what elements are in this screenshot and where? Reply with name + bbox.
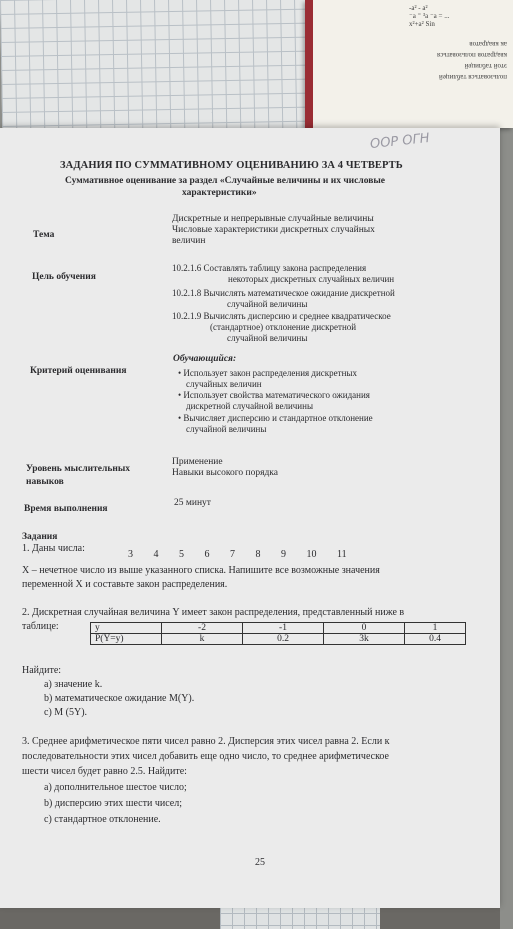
task-line: 2. Дискретная случайная величина Y имеет закон распределения, представленный ниже в xyxy=(22,607,405,618)
table-cell: k xyxy=(162,634,243,645)
number: 10 xyxy=(306,549,317,560)
task-item: b) математическое ожидание M(Y). xyxy=(44,693,195,704)
table-cell: -1 xyxy=(243,623,324,634)
criterion-3 xyxy=(178,413,373,435)
book-line: ак квадратов xyxy=(469,40,507,48)
topic-line: Числовые характеристики дискретных случайных xyxy=(172,225,375,235)
goal-line: 10.2.1.8 Вычислять математическое ожидание дискретной xyxy=(172,288,395,298)
criterion-line: случайных величин xyxy=(186,379,262,389)
criterion-line: • Использует закон распределения дискретных xyxy=(178,368,357,379)
topic-line: Дискретные и непрерывные случайные величины xyxy=(172,214,374,224)
skill-line: Применение xyxy=(172,457,223,467)
task-1-numbers xyxy=(128,548,347,562)
goals-label: Цель обучения xyxy=(32,272,96,282)
table-cell: 3k xyxy=(324,634,405,645)
handwritten-note: ООР ОГН xyxy=(369,130,431,153)
book-line: ⁻a ⁼ ³a ⁻a = ... xyxy=(409,12,450,20)
criterion-1 xyxy=(178,368,357,390)
table-cell: y xyxy=(91,623,162,634)
page-subtitle-1: Суммативное оценивание за раздел «Случайные величины и их числовые xyxy=(65,176,385,186)
task-line: таблице: xyxy=(22,621,59,632)
task-item: b) дисперсию этих шести чисел; xyxy=(44,798,182,809)
number: 5 xyxy=(179,549,184,560)
worksheet-page xyxy=(0,128,500,908)
table-row xyxy=(91,634,466,645)
goal-3 xyxy=(172,311,391,344)
number: 6 xyxy=(204,549,210,560)
task-1-prefix: 1. Даны числа: xyxy=(22,543,85,554)
criteria-label: Критерий оценивания xyxy=(30,366,127,376)
book-line: -a² - a² xyxy=(409,4,428,12)
tasks-heading: Задания xyxy=(22,532,58,542)
criterion-line: случайной величины xyxy=(186,424,267,434)
goal-2 xyxy=(172,288,395,310)
goal-line: 10.2.1.6 Составлять таблицу закона распределения xyxy=(172,263,367,273)
page-title: ЗАДАНИЯ ПО СУММАТИВНОМУ ОЦЕНИВАНИЮ ЗА 4 ЧЕТВЕРТЬ xyxy=(60,160,403,171)
page-number: 25 xyxy=(255,857,265,868)
table-cell: 0.2 xyxy=(243,634,324,645)
criterion-2 xyxy=(178,390,370,412)
task-2-find: Найдите: xyxy=(22,665,62,676)
task-2-items xyxy=(44,678,194,720)
goal-line: некоторых дискретных случайных величин xyxy=(228,274,395,284)
task-1-text xyxy=(22,564,380,592)
goal-line: случайной величины xyxy=(227,333,308,343)
time-value: 25 минут xyxy=(174,498,211,508)
table-cell: 0 xyxy=(324,623,405,634)
topic-line: величин xyxy=(172,236,206,246)
number: 9 xyxy=(281,549,286,560)
skill-line: Навыки высокого порядка xyxy=(172,468,278,478)
book-line: квадратов пользоваться xyxy=(436,51,507,59)
task-3-items xyxy=(44,780,187,828)
table-cell: P(Y=y) xyxy=(91,634,162,645)
table-cell: 0.4 xyxy=(405,634,466,645)
book-line: x²+a² Sin xyxy=(409,20,435,28)
task-item: c) M (5Y). xyxy=(44,707,88,718)
skills-label-line: Уровень мыслительных xyxy=(26,464,130,474)
book-mirror-text xyxy=(437,38,507,82)
skills-value xyxy=(172,457,278,479)
textbook-background xyxy=(305,0,513,128)
criterion-line: дискретной случайной величины xyxy=(186,401,313,411)
number: 4 xyxy=(153,549,159,560)
goal-line: (стандартное) отклонение дискретной xyxy=(210,322,357,332)
task-3-text xyxy=(22,734,390,779)
book-line: этой таблицей xyxy=(464,62,507,70)
book-line: пользоваться таблицей xyxy=(438,73,507,81)
goal-line: 10.2.1.9 Вычислять дисперсию и среднее квадратическое xyxy=(172,311,391,321)
table-cell: 1 xyxy=(405,623,466,634)
time-label: Время выполнения xyxy=(24,504,108,514)
number: 7 xyxy=(230,549,235,560)
task-line: шести чисел будет равно 2.5. Найдите: xyxy=(22,766,187,777)
topic-text xyxy=(172,214,375,247)
goal-1 xyxy=(172,263,394,285)
skills-label-line: навыков xyxy=(26,477,64,487)
task-line: 3. Среднее арифметическое пяти чисел равно 2. Дисперсия этих чисел равна 2. Если к xyxy=(22,736,390,747)
task-line: переменной X и составьте закон распределения. xyxy=(22,579,228,590)
goal-line: случайной величины xyxy=(227,299,308,309)
task-line: последовательности этих чисел добавить еще одно число, то среднее арифметическое xyxy=(22,751,389,762)
criterion-line: • Вычисляет дисперсию и стандартное отклонение xyxy=(178,413,373,424)
task-item: a) дополнительное шестое число; xyxy=(44,782,187,793)
distribution-table xyxy=(90,622,466,645)
task-item: a) значение k. xyxy=(44,679,103,690)
skills-label xyxy=(26,464,130,487)
book-top-text xyxy=(409,4,449,28)
number: 8 xyxy=(255,549,261,560)
table-row xyxy=(91,623,466,634)
criteria-intro: Обучающийся: xyxy=(173,354,237,364)
table-cell: -2 xyxy=(162,623,243,634)
number: 11 xyxy=(337,549,347,560)
number: 3 xyxy=(128,549,133,560)
task-line: X – нечетное число из выше указанного списка. Напишите все возможные значения xyxy=(22,565,380,576)
task-item: c) стандартное отклонение. xyxy=(44,814,161,825)
topic-label: Тема xyxy=(33,230,55,240)
criterion-line: • Использует свойства математического ожидания xyxy=(178,390,370,401)
page-subtitle-2: характеристики» xyxy=(182,188,257,198)
